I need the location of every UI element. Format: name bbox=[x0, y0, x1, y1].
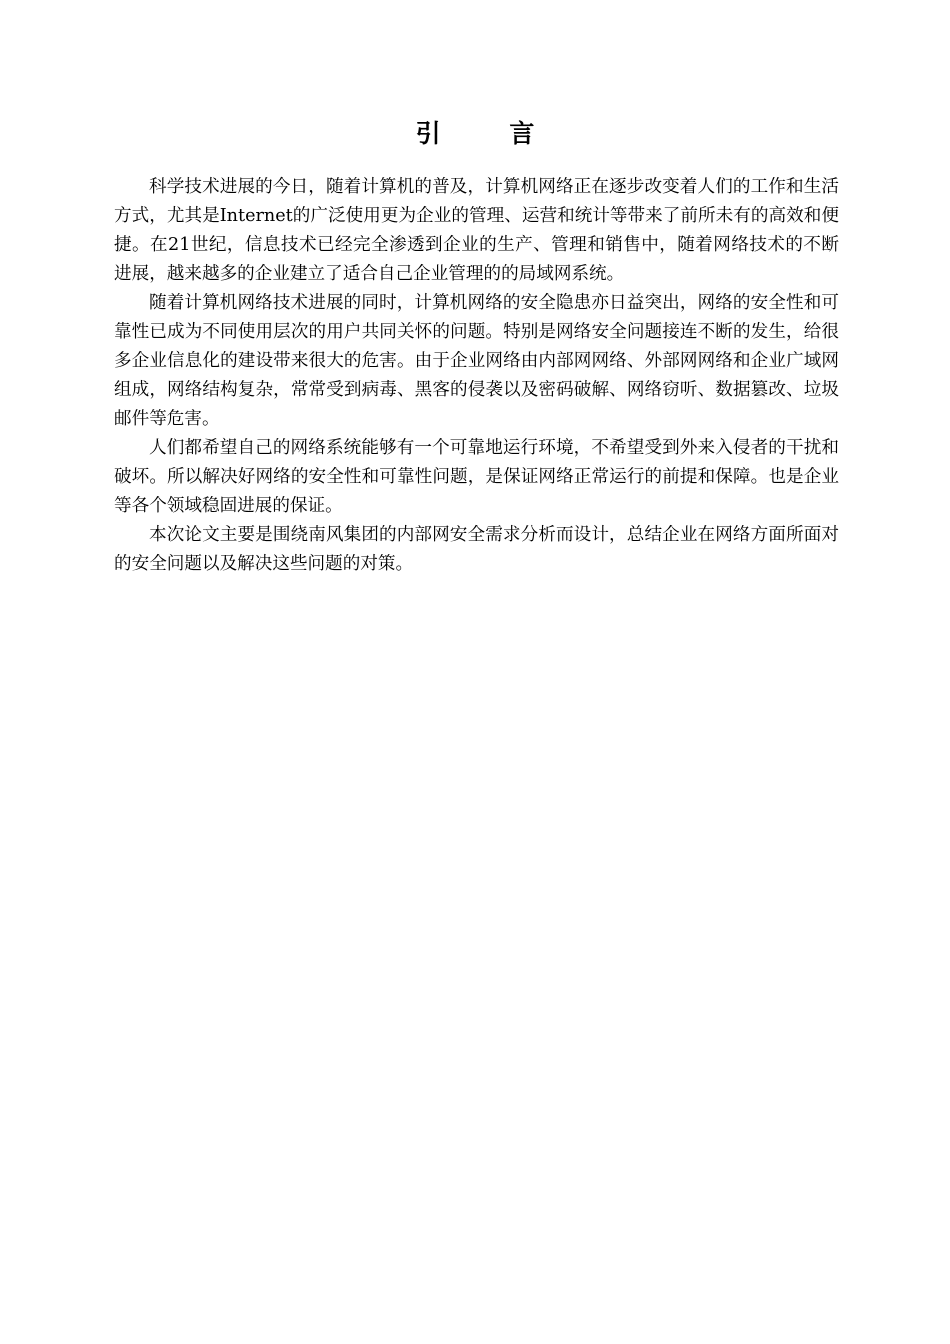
paragraph-4: 本次论文主要是围绕南风集团的内部网安全需求分析而设计，总结企业在网络方面所面对的安全问题以及解决这些问题的对策。 bbox=[114, 525, 839, 574]
page-title: 引 言 bbox=[415, 119, 565, 148]
body-text bbox=[114, 173, 839, 579]
paragraph-1: 科学技术进展的今日，随着计算机的普及，计算机网络正在逐步改变着人们的工作和生活方式，尤其是Internet的广泛使用更为企业的管理、运营和统计等带来了前所未有的高效和便捷。在21世纪，信息技术已经完全渗透到企业的生产、管理和销售中，随着网络技术的不断进展，越来越多的企业建立了适合自己企业管理的的局域网系统。 bbox=[114, 177, 839, 284]
paragraph-3: 人们都希望自己的网络系统能够有一个可靠地运行环境，不希望受到外来入侵者的干扰和破坏。所以解决好网络的安全性和可靠性问题，是保证网络正常运行的前提和保障。也是企业等各个领域稳固进展的保证。 bbox=[114, 438, 839, 516]
paragraph-2: 随着计算机网络技术进展的同时，计算机网络的安全隐患亦日益突出，网络的安全性和可靠性已成为不同使用层次的用户共同关怀的问题。特别是网络安全问题接连不断的发生，给很多企业信息化的建设带来很大的危害。由于企业网络由内部网网络、外部网网络和企业广域网组成，网络结构复杂，常常受到病毒、黑客的侵袭以及密码破解、网络窃听、数据篡改、垃圾邮件等危害。 bbox=[114, 293, 839, 429]
